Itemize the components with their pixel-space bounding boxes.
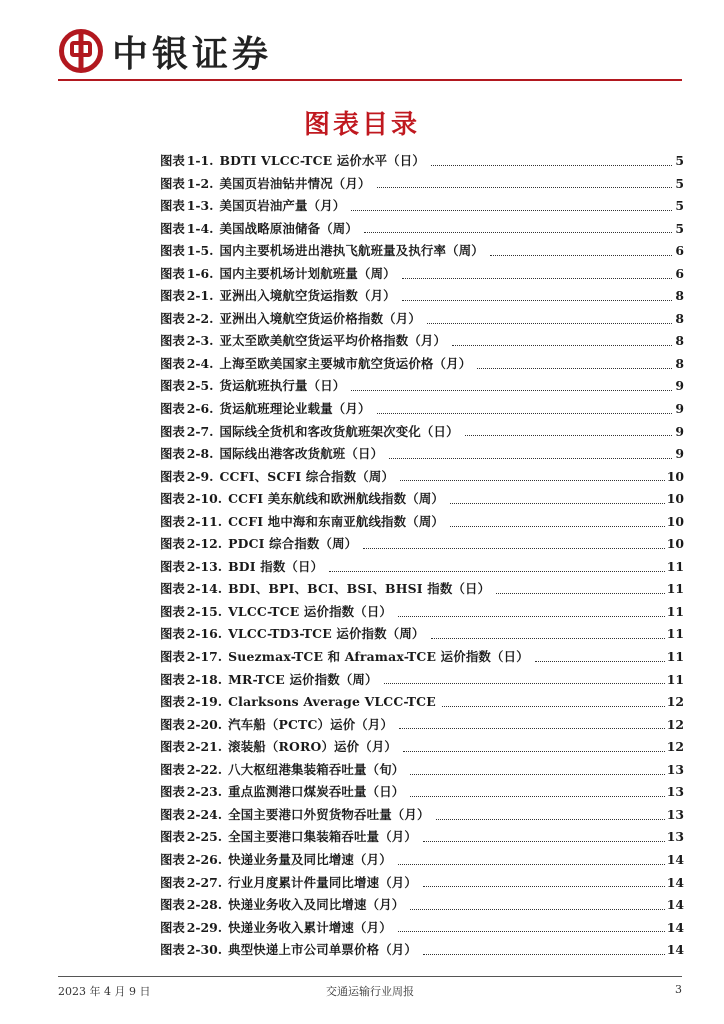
toc-entry[interactable] xyxy=(160,601,684,624)
toc-entry-page: 12 xyxy=(666,739,684,755)
toc-leader-dots xyxy=(496,593,665,594)
toc-leader-dots xyxy=(398,864,665,865)
toc-entry-label: 图表 xyxy=(160,288,185,304)
toc-entry-title: 亚洲出入境航空货运指数（月） xyxy=(219,288,396,304)
toc-entry-title: 美国页岩油产量（月） xyxy=(219,198,346,214)
toc-entry-number: 2-8. xyxy=(186,446,214,462)
toc-entry-page: 8 xyxy=(675,288,684,304)
toc-entry[interactable] xyxy=(160,375,684,398)
toc-entry[interactable] xyxy=(160,669,684,692)
toc-entry-page: 14 xyxy=(666,919,684,935)
toc-entry-label: 图表 xyxy=(160,175,185,191)
toc-entry-label: 图表 xyxy=(160,355,185,371)
toc-entry-number: 2-7. xyxy=(186,423,214,439)
toc-entry-page: 11 xyxy=(666,558,684,574)
toc-entry-page: 12 xyxy=(666,716,684,732)
toc-leader-dots xyxy=(400,480,665,481)
toc-entry-page: 13 xyxy=(666,761,684,777)
toc-entry-title: 亚洲出入境航空货运价格指数（月） xyxy=(219,310,421,326)
toc-leader-dots xyxy=(477,368,672,369)
toc-entry-title: 国际线全货机和客改货航班架次变化（日） xyxy=(219,423,459,439)
toc-entry[interactable] xyxy=(160,330,684,353)
toc-entry[interactable] xyxy=(160,285,684,308)
page-footer xyxy=(58,983,682,999)
toc-entry-page: 11 xyxy=(666,649,684,665)
toc-entry-number: 2-17. xyxy=(186,649,223,665)
toc-entry-page: 10 xyxy=(666,468,684,484)
toc-entry-page: 9 xyxy=(675,378,684,394)
toc-entry-label: 图表 xyxy=(160,603,185,619)
toc-leader-dots xyxy=(410,909,664,910)
toc-entry-title: 国内主要机场计划航班量（周） xyxy=(219,265,396,281)
toc-entry-number: 1-6. xyxy=(186,265,214,281)
toc-entry[interactable] xyxy=(160,443,684,466)
toc-entry[interactable] xyxy=(160,308,684,331)
toc-entry-label: 图表 xyxy=(160,829,185,845)
toc-entry-page: 5 xyxy=(675,198,684,214)
page-header xyxy=(58,26,272,76)
toc-entry[interactable] xyxy=(160,240,684,263)
toc-entry-label: 图表 xyxy=(160,513,185,529)
toc-entry-title: 全国主要港口外贸货物吞吐量（月） xyxy=(228,806,430,822)
toc-entry[interactable] xyxy=(160,556,684,579)
toc-entry-page: 12 xyxy=(666,694,684,710)
toc-entry-number: 2-24. xyxy=(186,806,223,822)
toc-entry-number: 1-3. xyxy=(186,198,214,214)
toc-entry-number: 2-22. xyxy=(186,761,223,777)
toc-entry-title: BDI 指数（日） xyxy=(228,558,324,574)
toc-entry-page: 9 xyxy=(675,446,684,462)
toc-entry-number: 2-10. xyxy=(186,491,223,507)
toc-entry-number: 2-9. xyxy=(186,468,214,484)
toc-entry-title: 货运航班执行量（日） xyxy=(219,378,346,394)
footer-report-title: 交通运输行业周报 xyxy=(326,985,414,998)
toc-leader-dots xyxy=(402,278,672,279)
toc-entry-title: 滚装船（RORO）运价（月） xyxy=(228,739,397,755)
toc-entry-label: 图表 xyxy=(160,310,185,326)
toc-entry-number: 1-1. xyxy=(186,153,214,168)
toc-entry-label: 图表 xyxy=(160,446,185,462)
toc-entry-number: 2-4. xyxy=(186,355,214,371)
toc-entry-number: 2-21. xyxy=(186,739,223,755)
toc-entry-number: 2-25. xyxy=(186,829,223,845)
toc-entry-title: VLCC-TCE 运价指数（日） xyxy=(228,603,393,619)
toc-entry-number: 2-27. xyxy=(186,874,223,890)
toc-entry-number: 2-13. xyxy=(186,558,223,574)
toc-leader-dots xyxy=(403,751,665,752)
bank-of-china-logo-icon xyxy=(58,28,104,74)
toc-entry[interactable] xyxy=(160,872,684,895)
toc-entry[interactable] xyxy=(160,488,684,511)
toc-entry-page: 5 xyxy=(675,153,684,168)
toc-entry-page: 5 xyxy=(675,220,684,236)
toc-entry-label: 图表 xyxy=(160,626,185,642)
toc-leader-dots xyxy=(364,232,672,233)
toc-entry[interactable] xyxy=(160,195,684,218)
toc-entry-number: 2-18. xyxy=(186,671,223,687)
toc-entry[interactable] xyxy=(160,421,684,444)
toc-entry-number: 2-29. xyxy=(186,919,223,935)
toc-entry[interactable] xyxy=(160,533,684,556)
toc-entry-page: 11 xyxy=(666,626,684,642)
toc-entry-title: 美国页岩油钻井情况（月） xyxy=(219,175,371,191)
toc-entry-title: CCFI 美东航线和欧洲航线指数（周） xyxy=(228,491,445,507)
toc-entry[interactable] xyxy=(160,578,684,601)
toc-entry-label: 图表 xyxy=(160,784,185,800)
toc-leader-dots xyxy=(384,683,665,684)
toc-entry[interactable] xyxy=(160,849,684,872)
toc-entry-page: 14 xyxy=(666,942,684,958)
toc-entry-title: BDTI VLCC-TCE 运价水平（日） xyxy=(219,153,425,168)
toc-entry-number: 2-11. xyxy=(186,513,223,529)
toc-entry-label: 图表 xyxy=(160,468,185,484)
toc-entry-page: 9 xyxy=(675,423,684,439)
toc-leader-dots xyxy=(398,616,665,617)
toc-entry-label: 图表 xyxy=(160,806,185,822)
toc-entry-title: MR-TCE 运价指数（周） xyxy=(228,671,378,687)
toc-entry-label: 图表 xyxy=(160,536,185,552)
toc-entry-number: 2-5. xyxy=(186,378,214,394)
toc-entry-page: 13 xyxy=(666,829,684,845)
toc-entry[interactable] xyxy=(160,173,684,196)
toc-entry[interactable] xyxy=(160,646,684,669)
toc-entry-label: 图表 xyxy=(160,423,185,439)
toc-entry-title: Clarksons Average VLCC-TCE xyxy=(228,694,436,710)
toc-entry-page: 10 xyxy=(666,513,684,529)
toc-entry-label: 图表 xyxy=(160,716,185,732)
toc-entry-number: 1-2. xyxy=(186,175,214,191)
toc-entry-page: 6 xyxy=(675,243,684,259)
toc-leader-dots xyxy=(363,548,664,549)
toc-leader-dots xyxy=(490,255,672,256)
toc-leader-dots xyxy=(427,323,672,324)
toc-entry-label: 图表 xyxy=(160,942,185,958)
toc-entry-title: 快递业务收入累计增速（月） xyxy=(228,919,392,935)
toc-leader-dots xyxy=(465,435,672,436)
toc-entry-label: 图表 xyxy=(160,558,185,574)
toc-entry-title: CCFI、SCFI 综合指数（周） xyxy=(219,468,395,484)
toc-entry[interactable] xyxy=(160,511,684,534)
toc-entry[interactable] xyxy=(160,263,684,286)
toc-leader-dots xyxy=(423,954,665,955)
toc-list xyxy=(160,150,684,962)
toc-entry-number: 1-5. xyxy=(186,243,214,259)
toc-entry-page: 11 xyxy=(666,581,684,597)
toc-entry-title: VLCC-TD3-TCE 运价指数（周） xyxy=(228,626,425,642)
toc-leader-dots xyxy=(351,210,672,211)
toc-entry-title: 典型快递上市公司单票价格（月） xyxy=(228,942,417,958)
toc-entry-title: 快递业务收入及同比增速（月） xyxy=(228,897,405,913)
toc-entry-title: 亚太至欧美航空货运平均价格指数（月） xyxy=(219,333,447,349)
toc-entry-number: 2-15. xyxy=(186,603,223,619)
toc-entry-label: 图表 xyxy=(160,897,185,913)
toc-entry[interactable] xyxy=(160,939,684,962)
toc-entry-number: 2-6. xyxy=(186,401,214,417)
toc-entry-page: 14 xyxy=(666,851,684,867)
toc-entry[interactable] xyxy=(160,804,684,827)
brand-name: 中银证券 xyxy=(112,33,273,75)
toc-entry-number: 2-19. xyxy=(186,694,223,710)
toc-entry-page: 8 xyxy=(675,333,684,349)
toc-entry-page: 10 xyxy=(666,536,684,552)
toc-leader-dots xyxy=(398,931,665,932)
toc-entry-page: 10 xyxy=(666,491,684,507)
toc-leader-dots xyxy=(431,165,672,166)
toc-entry-page: 14 xyxy=(666,897,684,913)
toc-leader-dots xyxy=(389,458,672,459)
toc-leader-dots xyxy=(450,526,665,527)
toc-entry-label: 图表 xyxy=(160,265,185,281)
toc-entry-label: 图表 xyxy=(160,874,185,890)
toc-entry-label: 图表 xyxy=(160,649,185,665)
toc-entry-title: 快递业务量及同比增速（月） xyxy=(228,851,392,867)
toc-entry-page: 13 xyxy=(666,806,684,822)
toc-entry[interactable] xyxy=(160,353,684,376)
toc-entry[interactable] xyxy=(160,781,684,804)
toc-entry-title: 国内主要机场进出港执飞航班量及执行率（周） xyxy=(219,243,484,259)
header-divider xyxy=(58,79,682,81)
toc-entry[interactable] xyxy=(160,623,684,646)
toc-entry-title: 货运航班理论业载量（月） xyxy=(219,401,371,417)
toc-entry-label: 图表 xyxy=(160,919,185,935)
toc-entry-title: 上海至欧美国家主要城市航空货运价格（月） xyxy=(219,355,472,371)
toc-entry[interactable] xyxy=(160,466,684,489)
toc-title: 图表目录 xyxy=(303,110,420,140)
toc-entry-page: 8 xyxy=(675,355,684,371)
toc-leader-dots xyxy=(377,413,672,414)
toc-entry-label: 图表 xyxy=(160,153,185,168)
toc-entry-label: 图表 xyxy=(160,671,185,687)
footer-divider xyxy=(58,976,682,977)
toc-leader-dots xyxy=(452,345,672,346)
toc-leader-dots xyxy=(351,390,672,391)
toc-entry-number: 2-14. xyxy=(186,581,223,597)
toc-leader-dots xyxy=(442,706,665,707)
toc-entry[interactable] xyxy=(160,714,684,737)
toc-entry-page: 6 xyxy=(675,265,684,281)
toc-entry[interactable] xyxy=(160,691,684,714)
toc-entry-title: 全国主要港口集装箱吞吐量（月） xyxy=(228,829,417,845)
toc-entry-page: 11 xyxy=(666,603,684,619)
toc-leader-dots xyxy=(329,571,665,572)
toc-entry-page: 11 xyxy=(666,671,684,687)
toc-entry-label: 图表 xyxy=(160,761,185,777)
toc-entry[interactable] xyxy=(160,894,684,917)
toc-entry-label: 图表 xyxy=(160,220,185,236)
toc-entry-number: 2-23. xyxy=(186,784,223,800)
toc-entry-page: 8 xyxy=(675,310,684,326)
toc-entry-title: Suezmax-TCE 和 Aframax-TCE 运价指数（日） xyxy=(228,649,529,665)
toc-leader-dots xyxy=(402,300,672,301)
toc-entry-title: 汽车船（PCTC）运价（月） xyxy=(228,716,394,732)
toc-entry-page: 14 xyxy=(666,874,684,890)
toc-entry-label: 图表 xyxy=(160,401,185,417)
toc-entry-label: 图表 xyxy=(160,198,185,214)
toc-entry-number: 2-28. xyxy=(186,897,223,913)
toc-entry-number: 2-26. xyxy=(186,851,223,867)
toc-entry-title: 八大枢纽港集装箱吞吐量（旬） xyxy=(228,761,405,777)
toc-entry-label: 图表 xyxy=(160,694,185,710)
toc-entry-label: 图表 xyxy=(160,851,185,867)
toc-entry-title: 国际线出港客改货航班（日） xyxy=(219,446,384,462)
toc-entry-number: 2-2. xyxy=(186,310,214,326)
toc-leader-dots xyxy=(436,819,665,820)
toc-entry-label: 图表 xyxy=(160,378,185,394)
toc-entry-page: 13 xyxy=(666,784,684,800)
toc-entry-number: 2-1. xyxy=(186,288,214,304)
toc-entry-number: 2-12. xyxy=(186,536,223,552)
footer-page-number: 3 xyxy=(675,983,682,996)
toc-entry-title: PDCI 综合指数（周） xyxy=(228,536,358,552)
toc-entry-number: 2-30. xyxy=(186,942,223,958)
toc-leader-dots xyxy=(399,728,665,729)
toc-entry[interactable] xyxy=(160,218,684,241)
toc-leader-dots xyxy=(535,661,665,662)
toc-entry[interactable] xyxy=(160,826,684,849)
toc-entry-number: 1-4. xyxy=(186,220,214,236)
toc-leader-dots xyxy=(450,503,665,504)
toc-entry-title: 重点监测港口煤炭吞吐量（日） xyxy=(228,784,405,800)
toc-entry[interactable] xyxy=(160,759,684,782)
toc-entry-label: 图表 xyxy=(160,581,185,597)
toc-leader-dots xyxy=(377,187,672,188)
toc-entry[interactable] xyxy=(160,398,684,421)
toc-entry[interactable] xyxy=(160,917,684,940)
toc-entry-title: 美国战略原油储备（周） xyxy=(219,220,358,236)
toc-leader-dots xyxy=(410,774,664,775)
toc-entry-title: BDI、BPI、BCI、BSI、BHSI 指数（日） xyxy=(228,581,491,597)
toc-entry-page: 5 xyxy=(675,175,684,191)
toc-entry[interactable] xyxy=(160,150,684,173)
toc-entry-number: 2-20. xyxy=(186,716,223,732)
toc-entry-number: 2-16. xyxy=(186,626,223,642)
toc-entry-title: CCFI 地中海和东南亚航线指数（周） xyxy=(228,513,445,529)
toc-leader-dots xyxy=(423,886,665,887)
toc-entry-label: 图表 xyxy=(160,243,185,259)
toc-leader-dots xyxy=(410,796,664,797)
toc-leader-dots xyxy=(431,638,665,639)
toc-entry-label: 图表 xyxy=(160,739,185,755)
toc-entry-number: 2-3. xyxy=(186,333,214,349)
toc-entry-label: 图表 xyxy=(160,491,185,507)
toc-leader-dots xyxy=(423,841,665,842)
toc-entry-label: 图表 xyxy=(160,333,185,349)
toc-entry-page: 9 xyxy=(675,401,684,417)
toc-entry[interactable] xyxy=(160,736,684,759)
footer-date: 2023 年 4 月 9 日 xyxy=(58,985,151,998)
toc-entry-title: 行业月度累计件量同比增速（月） xyxy=(228,874,417,890)
